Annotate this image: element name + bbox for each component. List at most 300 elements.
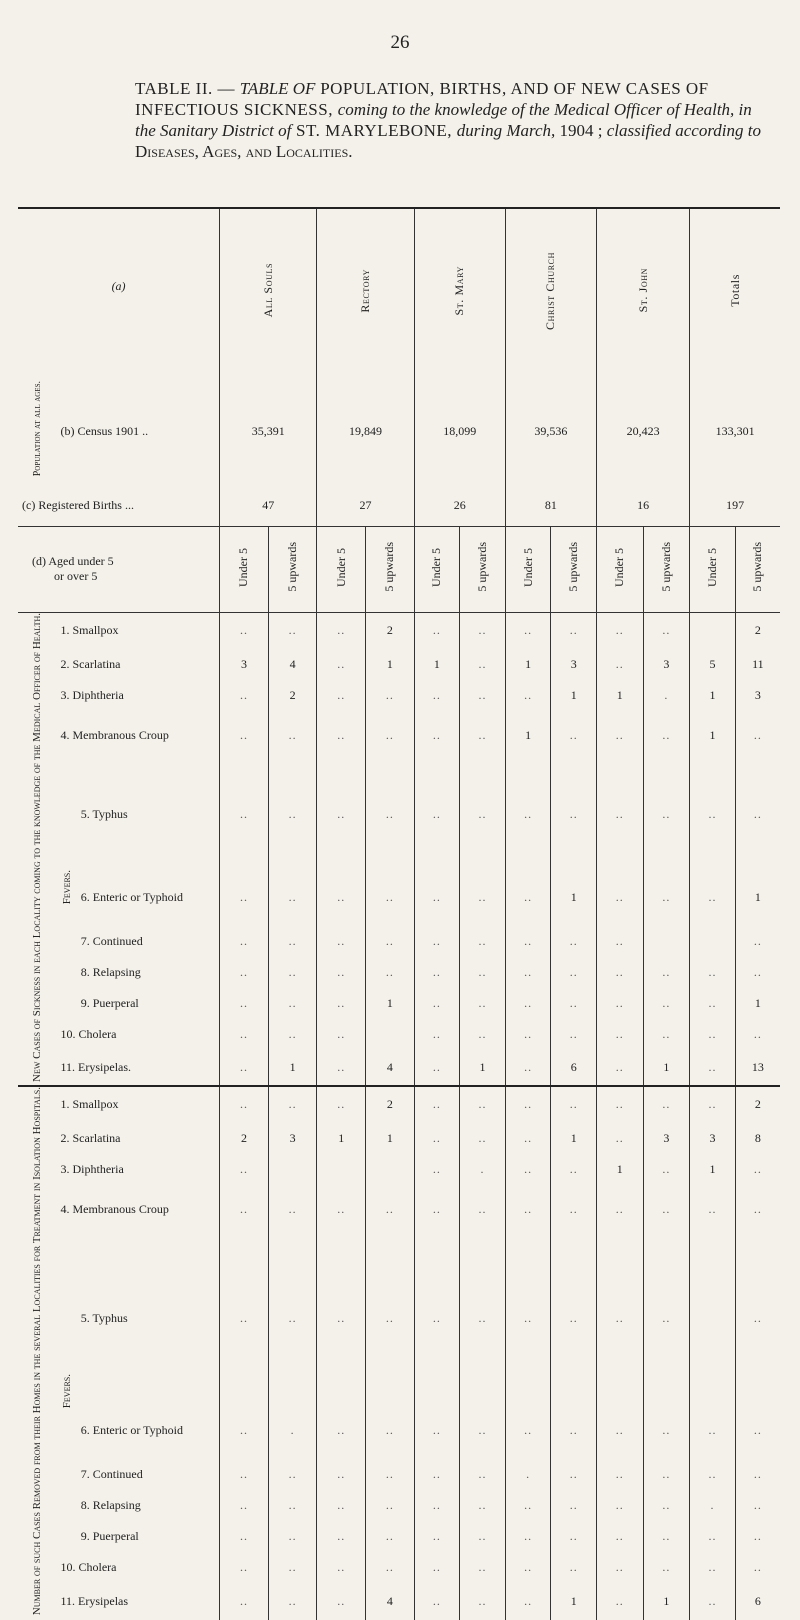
header-st-john: [597, 208, 690, 376]
age-label-line-1: (d) Aged under 5: [32, 554, 114, 568]
new-cases-cell-christ-church-under-5: 1: [505, 710, 551, 760]
removed-cases-cell-totals-5-upwards: ..: [735, 1552, 780, 1584]
new-cases-cell-christ-church-under-5: ..: [505, 1018, 551, 1050]
new-cases-cell-rectory-5-upwards: 1: [366, 988, 415, 1018]
age-header-totals-5-upwards: [735, 526, 780, 612]
new-cases-disease-label: 7. Continued: [80, 933, 143, 948]
new-cases-row: [18, 710, 780, 760]
new-cases-row: [18, 1050, 780, 1086]
age-label-5-upwards: 5 upwards: [382, 542, 397, 592]
new-cases-cell-rectory-under-5: ..: [317, 1050, 366, 1086]
new-cases-cell-st-john-5-upwards: ..: [643, 868, 690, 926]
new-cases-cell-all-souls-under-5: ..: [220, 988, 269, 1018]
new-cases-cell-st-mary-under-5: ..: [414, 988, 460, 1018]
removed-cases-cell-st-mary-under-5: ..: [414, 1402, 460, 1460]
removed-cases-cell-st-mary-under-5: ..: [414, 1184, 460, 1234]
new-cases-cell-st-john-under-5: ..: [597, 1018, 644, 1050]
removed-cases-cell-christ-church-under-5: ..: [505, 1490, 551, 1522]
removed-cases-cell-rectory-under-5: ..: [317, 1402, 366, 1460]
removed-cases-cell-totals-5-upwards: ..: [735, 1490, 780, 1522]
removed-cases-cell-christ-church-under-5: ..: [505, 1402, 551, 1460]
new-cases-cell-st-mary-under-5: ..: [414, 926, 460, 956]
district-label-christ-church: Christ Church: [543, 251, 558, 330]
removed-cases-cell-rectory-5-upwards: ..: [366, 1402, 415, 1460]
new-cases-cell-st-mary-under-5: ..: [414, 1018, 460, 1050]
new-cases-cell-st-john-5-upwards: .: [643, 680, 690, 710]
new-cases-cell-totals-under-5: ..: [690, 1018, 736, 1050]
district-label-st-john: St. John: [635, 268, 650, 313]
district-label-rectory: Rectory: [358, 268, 372, 313]
title-part-8: classified according to: [606, 121, 762, 140]
new-cases-cell-christ-church-under-5: ..: [505, 680, 551, 710]
new-cases-cell-rectory-5-upwards: 2: [366, 612, 415, 648]
pop-value-all-souls: 35,391: [220, 376, 317, 486]
age-header-all-souls-under-5: [220, 526, 269, 612]
removed-cases-cell-rectory-5-upwards: 2: [366, 1086, 415, 1122]
removed-cases-cell-st-john-5-upwards: ..: [643, 1490, 690, 1522]
new-cases-cell-st-john-under-5: ..: [597, 612, 644, 648]
removed-cases-cell-st-mary-5-upwards: .: [460, 1154, 506, 1184]
header-rectory: [317, 208, 414, 376]
removed-cases-cell-all-souls-under-5: ..: [220, 1552, 269, 1584]
removed-cases-disease-label: 7. Continued: [80, 1467, 143, 1482]
removed-cases-cell-st-mary-under-5: ..: [414, 1584, 460, 1620]
new-cases-cell-rectory-5-upwards: ..: [366, 680, 415, 710]
population-row: [18, 376, 780, 486]
removed-cases-disease-label: 10. Cholera: [60, 1560, 117, 1575]
new-cases-disease-label: 9. Puerperal: [80, 995, 139, 1010]
removed-cases-cell-totals-under-5: 3: [690, 1122, 736, 1154]
age-label-under-5: Under 5: [612, 547, 627, 587]
removed-cases-cell-all-souls-under-5: ..: [220, 1402, 269, 1460]
new-cases-cell-christ-church-5-upwards: ..: [551, 612, 597, 648]
new-cases-cell-st-mary-5-upwards: 1: [460, 1050, 506, 1086]
pop-value-rectory: 19,849: [317, 376, 414, 486]
new-cases-cell-christ-church-under-5: 1: [505, 648, 551, 680]
removed-cases-cell-christ-church-under-5: .: [505, 1460, 551, 1490]
removed-cases-cell-christ-church-under-5: ..: [505, 1584, 551, 1620]
new-cases-row: [18, 926, 780, 956]
removed-cases-side-cell: [18, 1086, 57, 1619]
statistics-table: [18, 207, 780, 1620]
removed-cases-row: [18, 1552, 780, 1584]
header-all-souls: [220, 208, 317, 376]
removed-cases-cell-st-john-5-upwards: ..: [643, 1522, 690, 1552]
new-cases-cell-christ-church-under-5: ..: [505, 868, 551, 926]
new-cases-cell-st-mary-under-5: ..: [414, 1050, 460, 1086]
new-cases-cell-st-john-under-5: ..: [597, 648, 644, 680]
new-cases-cell-totals-under-5: ..: [690, 760, 736, 868]
new-cases-cell-rectory-under-5: ..: [317, 868, 366, 926]
new-cases-cell-rectory-5-upwards: ..: [366, 760, 415, 868]
new-cases-cell-christ-church-5-upwards: 1: [551, 680, 597, 710]
population-side-cell: [18, 376, 57, 486]
removed-cases-cell-rectory-5-upwards: 4: [366, 1584, 415, 1620]
new-cases-cell-totals-5-upwards: ..: [735, 956, 780, 988]
age-label-under-5: Under 5: [520, 547, 535, 587]
age-header-rectory-under-5: [317, 526, 366, 612]
removed-cases-side-label: Number of such Cases Removed from their Homes in the several Localities for Treatment in Isolation Hospitals.: [30, 1087, 43, 1616]
removed-cases-cell-totals-under-5: [690, 1234, 736, 1401]
new-cases-cell-all-souls-5-upwards: ..: [268, 710, 317, 760]
births-row: [18, 486, 780, 526]
removed-cases-cell-totals-5-upwards: ..: [735, 1402, 780, 1460]
new-cases-cell-all-souls-under-5: ..: [220, 926, 269, 956]
new-cases-disease-label: 11. Erysipelas.: [60, 1060, 132, 1075]
new-cases-cell-totals-under-5: ..: [690, 868, 736, 926]
new-cases-cell-all-souls-5-upwards: 4: [268, 648, 317, 680]
removed-cases-cell-st-mary-under-5: ..: [414, 1234, 460, 1401]
removed-cases-disease-label: 5. Typhus: [80, 1310, 128, 1325]
removed-cases-cell-st-john-under-5: ..: [597, 1402, 644, 1460]
new-cases-cell-st-mary-5-upwards: ..: [460, 710, 506, 760]
new-cases-cell-st-john-5-upwards: ..: [643, 612, 690, 648]
new-cases-cell-rectory-5-upwards: ..: [366, 956, 415, 988]
new-cases-cell-christ-church-5-upwards: ..: [551, 760, 597, 868]
age-header-st-john-under-5: [597, 526, 644, 612]
new-cases-cell-rectory-5-upwards: ..: [366, 868, 415, 926]
removed-cases-cell-totals-under-5: ..: [690, 1522, 736, 1552]
removed-cases-cell-st-mary-5-upwards: ..: [460, 1552, 506, 1584]
removed-cases-cell-st-mary-under-5: ..: [414, 1490, 460, 1522]
removed-cases-cell-christ-church-5-upwards: 1: [551, 1584, 597, 1620]
age-label-under-5: Under 5: [333, 547, 348, 587]
pop-value-totals: 133,301: [690, 376, 780, 486]
removed-cases-cell-st-john-under-5: ..: [597, 1490, 644, 1522]
district-header-row: [18, 208, 780, 376]
new-cases-cell-rectory-5-upwards: 1: [366, 648, 415, 680]
new-cases-disease-label: 3. Diphtheria: [60, 687, 124, 702]
removed-cases-cell-christ-church-5-upwards: ..: [551, 1402, 597, 1460]
pop-value-st-john: 20,423: [597, 376, 690, 486]
new-cases-cell-christ-church-under-5: ..: [505, 760, 551, 868]
new-cases-cell-christ-church-under-5: ..: [505, 926, 551, 956]
removed-cases-cell-rectory-5-upwards: ..: [366, 1234, 415, 1401]
new-cases-row: [18, 680, 780, 710]
title-part-4: coming to the knowledge of the Medical Officer of Health, in the Sanitary District of: [135, 100, 752, 140]
removed-cases-cell-rectory-under-5: ..: [317, 1490, 366, 1522]
new-cases-cell-totals-under-5: ..: [690, 956, 736, 988]
new-cases-row: [18, 760, 780, 868]
births-value-christ-church: 81: [505, 486, 596, 526]
removed-cases-cell-st-john-under-5: ..: [597, 1522, 644, 1552]
new-cases-cell-totals-under-5: [690, 612, 736, 648]
pop-value-christ-church: 39,536: [505, 376, 596, 486]
new-cases-cell-totals-5-upwards: ..: [735, 1018, 780, 1050]
removed-cases-cell-st-mary-5-upwards: ..: [460, 1086, 506, 1122]
new-cases-cell-totals-5-upwards: 1: [735, 988, 780, 1018]
new-cases-row: [18, 868, 780, 926]
new-cases-cell-all-souls-under-5: ..: [220, 680, 269, 710]
new-cases-cell-st-john-5-upwards: 3: [643, 648, 690, 680]
removed-cases-cell-totals-under-5: 1: [690, 1154, 736, 1184]
age-header-st-mary-under-5: [414, 526, 460, 612]
removed-cases-cell-christ-church-5-upwards: ..: [551, 1184, 597, 1234]
removed-cases-cell-christ-church-under-5: ..: [505, 1522, 551, 1552]
removed-cases-cell-christ-church-5-upwards: ..: [551, 1086, 597, 1122]
district-label-st-mary: St. Mary: [452, 265, 467, 316]
removed-cases-cell-st-john-under-5: 1: [597, 1154, 644, 1184]
removed-cases-disease-label: 11. Erysipelas: [60, 1594, 129, 1609]
removed-cases-cell-all-souls-under-5: ..: [220, 1154, 269, 1184]
removed-cases-cell-christ-church-under-5: ..: [505, 1184, 551, 1234]
new-cases-cell-all-souls-under-5: ..: [220, 868, 269, 926]
removed-cases-cell-rectory-5-upwards: ..: [366, 1490, 415, 1522]
removed-cases-cell-rectory-under-5: ..: [317, 1552, 366, 1584]
removed-cases-cell-totals-5-upwards: ..: [735, 1184, 780, 1234]
removed-cases-cell-totals-under-5: ..: [690, 1184, 736, 1234]
removed-cases-row: [18, 1490, 780, 1522]
new-cases-cell-st-mary-under-5: ..: [414, 680, 460, 710]
removed-cases-cell-all-souls-under-5: ..: [220, 1460, 269, 1490]
age-label-5-upwards: 5 upwards: [475, 542, 490, 592]
new-cases-cell-st-john-5-upwards: [643, 926, 690, 956]
age-label-5-upwards: 5 upwards: [285, 542, 300, 592]
removed-cases-cell-christ-church-5-upwards: ..: [551, 1490, 597, 1522]
new-cases-cell-christ-church-5-upwards: ..: [551, 1018, 597, 1050]
removed-cases-cell-totals-5-upwards: ..: [735, 1234, 780, 1401]
new-cases-cell-rectory-under-5: ..: [317, 612, 366, 648]
removed-cases-disease-label: 4. Membranous Croup: [60, 1201, 169, 1216]
new-cases-row: [18, 612, 780, 648]
new-cases-disease-label: 4. Membranous Croup: [60, 727, 169, 742]
removed-cases-cell-all-souls-5-upwards: 3: [268, 1122, 317, 1154]
removed-cases-cell-christ-church-under-5: ..: [505, 1122, 551, 1154]
removed-cases-cell-all-souls-5-upwards: ..: [268, 1552, 317, 1584]
removed-cases-cell-totals-5-upwards: 8: [735, 1122, 780, 1154]
new-cases-cell-christ-church-5-upwards: ..: [551, 710, 597, 760]
new-cases-cell-all-souls-under-5: ..: [220, 1050, 269, 1086]
removed-cases-cell-rectory-under-5: ..: [317, 1086, 366, 1122]
new-cases-cell-rectory-under-5: ..: [317, 760, 366, 868]
title-part-9: Diseases, Ages, and Localities.: [135, 142, 353, 161]
new-cases-cell-totals-5-upwards: 11: [735, 648, 780, 680]
removed-cases-cell-all-souls-under-5: ..: [220, 1234, 269, 1401]
removed-cases-cell-st-mary-under-5: ..: [414, 1522, 460, 1552]
removed-cases-row: [18, 1086, 780, 1122]
births-value-totals: 197: [690, 486, 780, 526]
age-label-5-upwards: 5 upwards: [750, 542, 765, 592]
new-cases-cell-all-souls-5-upwards: ..: [268, 988, 317, 1018]
new-cases-cell-st-john-5-upwards: ..: [643, 988, 690, 1018]
removed-cases-cell-all-souls-under-5: ..: [220, 1086, 269, 1122]
new-cases-cell-st-mary-under-5: ..: [414, 956, 460, 988]
new-cases-disease-label: 2. Scarlatina: [60, 656, 121, 671]
new-cases-side-label: New Cases of Sickness in each Locality coming to the knowledge of the Medical Officer of Health.: [30, 612, 43, 1082]
new-cases-cell-christ-church-under-5: ..: [505, 988, 551, 1018]
new-cases-cell-st-john-under-5: ..: [597, 988, 644, 1018]
removed-cases-cell-st-john-under-5: ..: [597, 1234, 644, 1401]
new-cases-cell-st-mary-5-upwards: ..: [460, 612, 506, 648]
removed-cases-cell-totals-under-5: ..: [690, 1086, 736, 1122]
removed-cases-cell-st-mary-5-upwards: ..: [460, 1460, 506, 1490]
removed-cases-cell-st-john-under-5: ..: [597, 1460, 644, 1490]
new-cases-cell-st-john-under-5: ..: [597, 926, 644, 956]
new-cases-fevers-cell: [57, 760, 77, 1018]
new-cases-cell-st-john-under-5: 1: [597, 680, 644, 710]
removed-cases-fevers-label: Fevers.: [60, 1373, 73, 1409]
new-cases-cell-all-souls-under-5: ..: [220, 710, 269, 760]
removed-cases-disease-label: 1. Smallpox: [57, 1086, 220, 1122]
new-cases-cell-st-mary-5-upwards: ..: [460, 926, 506, 956]
new-cases-cell-st-john-5-upwards: ..: [643, 956, 690, 988]
removed-cases-cell-rectory-5-upwards: ..: [366, 1522, 415, 1552]
new-cases-cell-st-john-under-5: ..: [597, 760, 644, 868]
removed-cases-cell-totals-5-upwards: 2: [735, 1086, 780, 1122]
removed-cases-cell-all-souls-5-upwards: ..: [268, 1460, 317, 1490]
header-a-cell: [18, 208, 220, 376]
age-label-line-2: or over 5: [54, 569, 98, 583]
new-cases-cell-totals-under-5: ..: [690, 988, 736, 1018]
new-cases-cell-rectory-5-upwards: 4: [366, 1050, 415, 1086]
removed-cases-cell-all-souls-under-5: ..: [220, 1184, 269, 1234]
removed-cases-disease-label: 8. Relapsing: [80, 1498, 141, 1513]
removed-cases-cell-rectory-5-upwards: ..: [366, 1460, 415, 1490]
removed-cases-cell-all-souls-5-upwards: ..: [268, 1184, 317, 1234]
title-part-3: POPULATION, BIRTHS, AND OF NEW CASES OF INFECTIOUS SICKNESS,: [135, 79, 709, 119]
removed-cases-cell-rectory-5-upwards: ..: [366, 1184, 415, 1234]
removed-cases-cell-christ-church-under-5: ..: [505, 1086, 551, 1122]
new-cases-disease-label: 6. Enteric or Typhoid: [80, 889, 184, 904]
new-cases-cell-st-mary-5-upwards: ..: [460, 680, 506, 710]
new-cases-cell-st-mary-under-5: ..: [414, 868, 460, 926]
removed-cases-row: [18, 1122, 780, 1154]
age-label-under-5: Under 5: [705, 547, 720, 587]
removed-cases-cell-st-mary-5-upwards: ..: [460, 1122, 506, 1154]
new-cases-cell-st-john-under-5: ..: [597, 868, 644, 926]
age-label-under-5: Under 5: [236, 547, 251, 587]
age-header-row: [18, 526, 780, 612]
age-header-st-mary-5-upwards: [460, 526, 506, 612]
removed-cases-row: [18, 1402, 780, 1460]
new-cases-row: [18, 1018, 780, 1050]
removed-cases-disease-label: 6. Enteric or Typhoid: [80, 1423, 184, 1438]
age-label-under-5: Under 5: [429, 547, 444, 587]
removed-cases-cell-st-john-5-upwards: 1: [643, 1584, 690, 1620]
removed-cases-cell-totals-5-upwards: ..: [735, 1154, 780, 1184]
population-label: (b) Census 1901 ..: [60, 423, 149, 438]
new-cases-cell-rectory-under-5: ..: [317, 1018, 366, 1050]
removed-cases-cell-all-souls-5-upwards: ..: [268, 1584, 317, 1620]
removed-cases-cell-st-mary-5-upwards: ..: [460, 1234, 506, 1401]
title-part-2: TABLE OF: [239, 79, 316, 98]
new-cases-cell-christ-church-under-5: ..: [505, 1050, 551, 1086]
age-header-christ-church-under-5: [505, 526, 551, 612]
removed-cases-row: [18, 1460, 780, 1490]
removed-cases-disease-label: 3. Diphtheria: [60, 1161, 124, 1176]
new-cases-side-cell: [18, 612, 57, 1086]
age-label-5-upwards: 5 upwards: [566, 542, 581, 592]
removed-cases-row: [18, 1584, 780, 1620]
district-label-all-souls: All Souls: [260, 263, 275, 318]
new-cases-cell-st-john-5-upwards: ..: [643, 710, 690, 760]
new-cases-cell-christ-church-under-5: ..: [505, 956, 551, 988]
removed-cases-cell-all-souls-under-5: ..: [220, 1584, 269, 1620]
population-side-label: Population at all ages.: [31, 381, 43, 477]
removed-cases-cell-st-john-5-upwards: ..: [643, 1402, 690, 1460]
new-cases-cell-totals-5-upwards: ..: [735, 760, 780, 868]
age-header-rectory-5-upwards: [366, 526, 415, 612]
new-cases-cell-all-souls-under-5: ..: [220, 760, 269, 868]
new-cases-cell-all-souls-5-upwards: ..: [268, 760, 317, 868]
new-cases-cell-christ-church-5-upwards: ..: [551, 926, 597, 956]
age-header-totals-under-5: [690, 526, 736, 612]
removed-cases-cell-st-mary-5-upwards: ..: [460, 1584, 506, 1620]
new-cases-cell-all-souls-5-upwards: ..: [268, 868, 317, 926]
removed-cases-cell-st-mary-under-5: ..: [414, 1122, 460, 1154]
new-cases-cell-st-mary-5-upwards: ..: [460, 868, 506, 926]
removed-cases-cell-all-souls-5-upwards: [268, 1154, 317, 1184]
pop-value-st-mary: 18,099: [414, 376, 505, 486]
new-cases-cell-all-souls-under-5: ..: [220, 1018, 269, 1050]
district-label-totals: Totals: [727, 274, 742, 307]
new-cases-cell-christ-church-5-upwards: 3: [551, 648, 597, 680]
new-cases-cell-christ-church-under-5: ..: [505, 612, 551, 648]
header-totals: [690, 208, 780, 376]
age-header-christ-church-5-upwards: [551, 526, 597, 612]
removed-cases-cell-totals-5-upwards: ..: [735, 1522, 780, 1552]
removed-cases-cell-totals-under-5: ..: [690, 1402, 736, 1460]
removed-cases-cell-st-john-5-upwards: ..: [643, 1234, 690, 1401]
removed-cases-cell-christ-church-under-5: ..: [505, 1552, 551, 1584]
new-cases-cell-st-john-under-5: ..: [597, 956, 644, 988]
new-cases-cell-all-souls-under-5: ..: [220, 956, 269, 988]
new-cases-cell-st-john-5-upwards: 1: [643, 1050, 690, 1086]
removed-cases-cell-st-john-under-5: ..: [597, 1552, 644, 1584]
removed-cases-cell-all-souls-5-upwards: ..: [268, 1522, 317, 1552]
new-cases-cell-st-mary-5-upwards: ..: [460, 988, 506, 1018]
removed-cases-cell-rectory-under-5: [317, 1154, 366, 1184]
new-cases-cell-christ-church-5-upwards: ..: [551, 988, 597, 1018]
new-cases-row: [18, 648, 780, 680]
age-label-cell: [18, 526, 220, 612]
removed-cases-cell-totals-5-upwards: 6: [735, 1584, 780, 1620]
removed-cases-cell-st-mary-under-5: ..: [414, 1552, 460, 1584]
title-part-5: ST. MARYLEBONE,: [291, 121, 457, 140]
new-cases-disease-label: 5. Typhus: [80, 806, 128, 821]
removed-cases-cell-st-john-5-upwards: ..: [643, 1460, 690, 1490]
removed-cases-cell-all-souls-5-upwards: ..: [268, 1234, 317, 1401]
header-a-label: (a): [111, 279, 126, 293]
removed-cases-cell-all-souls-5-upwards: .: [268, 1402, 317, 1460]
new-cases-cell-st-john-5-upwards: ..: [643, 760, 690, 868]
removed-cases-cell-st-john-under-5: ..: [597, 1086, 644, 1122]
removed-cases-cell-christ-church-under-5: ..: [505, 1234, 551, 1401]
age-header-st-john-5-upwards: [643, 526, 690, 612]
new-cases-cell-all-souls-5-upwards: ..: [268, 1018, 317, 1050]
removed-cases-row: [18, 1154, 780, 1184]
removed-cases-cell-st-john-5-upwards: 3: [643, 1122, 690, 1154]
new-cases-disease-label: 8. Relapsing: [80, 964, 141, 979]
removed-cases-cell-totals-5-upwards: ..: [735, 1460, 780, 1490]
removed-cases-row: [18, 1234, 780, 1401]
new-cases-row: [18, 988, 780, 1018]
births-value-rectory: 27: [317, 486, 414, 526]
new-cases-cell-all-souls-5-upwards: ..: [268, 612, 317, 648]
removed-cases-cell-totals-under-5: ..: [690, 1460, 736, 1490]
removed-cases-disease-label: 2. Scarlatina: [60, 1130, 121, 1145]
title-part-1: TABLE II. —: [135, 79, 240, 98]
new-cases-cell-rectory-5-upwards: ..: [366, 710, 415, 760]
header-christ-church: [505, 208, 596, 376]
new-cases-cell-all-souls-5-upwards: ..: [268, 926, 317, 956]
removed-cases-cell-st-john-5-upwards: ..: [643, 1552, 690, 1584]
removed-cases-cell-st-mary-under-5: ..: [414, 1460, 460, 1490]
title-part-7: 1904 ;: [555, 121, 607, 140]
new-cases-cell-rectory-under-5: ..: [317, 926, 366, 956]
new-cases-fevers-label: Fevers.: [60, 870, 73, 905]
removed-cases-disease-label: 9. Puerperal: [80, 1529, 139, 1544]
